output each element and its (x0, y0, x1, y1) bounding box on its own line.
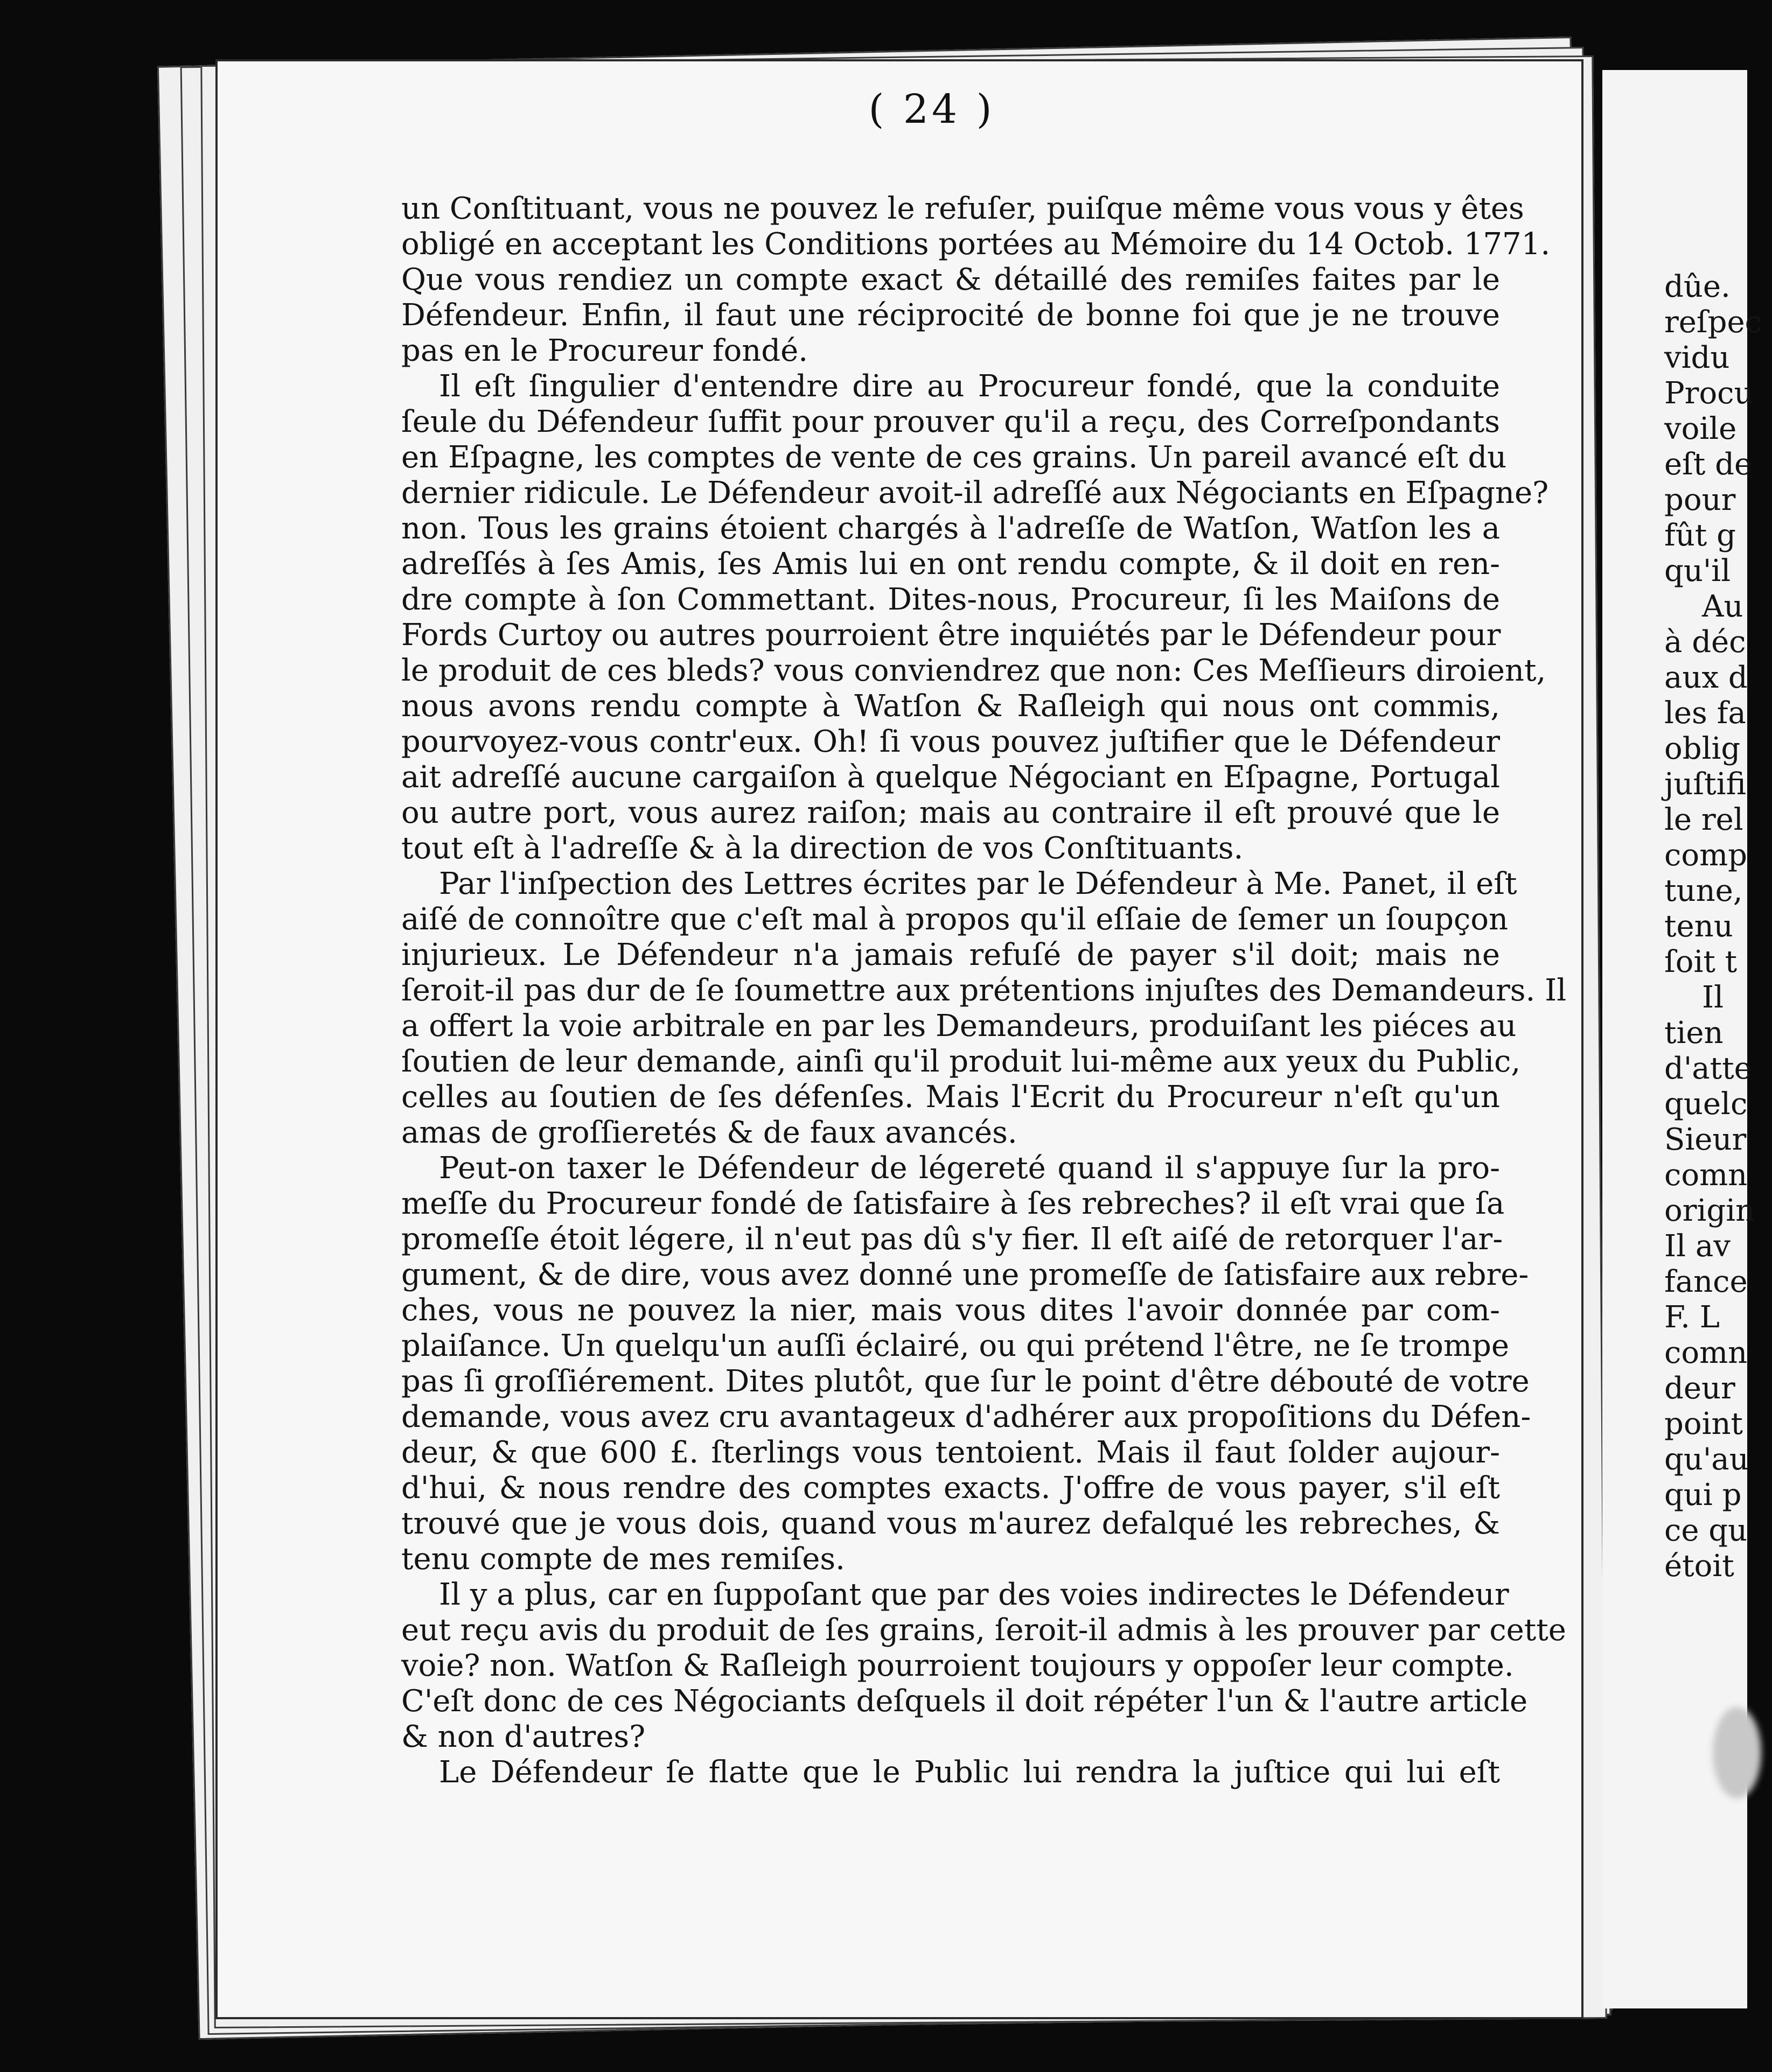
ink-blot (1713, 1707, 1761, 1798)
text-line: pas ſi groſſiérement. Dites plutôt, que ſur le point d'être débouté de votre (401, 1364, 1530, 1399)
text-line: promeſſe étoit légere, il n'eut pas dû s'y fier. Il eſt aiſé de retorquer l'ar- (401, 1222, 1503, 1257)
text-line: Sieur (1664, 1122, 1747, 1157)
text-line: tout eſt à l'adreſſe & à la direction de vos Conſtituants. (401, 831, 1244, 866)
text-line: dre compte à ſon Commettant. Dites-nous, Procureur, ſi les Maiſons de (401, 582, 1500, 617)
text-line: pour (1664, 482, 1736, 517)
text-line: Il av (1664, 1229, 1731, 1264)
text-line: amas de groſſieretés & de faux avancés. (401, 1115, 1017, 1150)
text-line: en Eſpagne, les comptes de vente de ces grains. Un pareil avancé eſt du (401, 440, 1507, 475)
text-line: les fa (1664, 696, 1746, 731)
text-line: Défendeur. Enfin, il faut une réciprocité de bonne foi que je ne trouve (401, 298, 1500, 333)
facing-page-text (1664, 269, 1772, 1584)
text-line: Peut-on taxer le Défendeur de légereté quand il s'appuye ſur la pro- (439, 1151, 1500, 1186)
text-line: plaiſance. Un quelqu'un auſſi éclairé, ou qui prétend l'être, ne ſe trompe (401, 1328, 1509, 1363)
text-line: le produit de ces bleds? vous conviendrez que non: Ces Meſſieurs diroient, (401, 653, 1546, 688)
text-line: ou autre port, vous aurez raiſon; mais au contraire il eſt prouvé que le (401, 795, 1500, 830)
text-line: origin (1664, 1193, 1755, 1228)
text-line: eſt de (1664, 447, 1753, 482)
text-line: qu'il (1664, 554, 1731, 589)
text-line: ſoutien de leur demande, ainſi qu'il produit lui-même aux yeux du Public, (401, 1044, 1521, 1079)
text-line: adreſſés à ſes Amis, ſes Amis lui en ont rendu compte, & il doit en ren- (401, 547, 1500, 582)
text-line: fût g (1664, 518, 1736, 553)
text-line: obligé en acceptant les Conditions portées au Mémoire du 14 Octob. 1771. (401, 227, 1551, 262)
text-line: qu'au (1664, 1442, 1749, 1477)
text-line: un Conſtituant, vous ne pouvez le refuſer, puiſque même vous vous y êtes (401, 191, 1524, 226)
text-line: aux d (1664, 660, 1748, 695)
text-line: ſoit t (1664, 944, 1738, 979)
text-line: Le Défendeur ſe flatte que le Public lui rendra la juſtice qui lui eſt (439, 1755, 1500, 1790)
text-line: Par l'inſpection des Lettres écrites par le Défendeur à Me. Panet, il eſt (439, 866, 1517, 901)
text-line: Il y a plus, car en ſuppoſant que par des voies indirectes le Défendeur (439, 1577, 1509, 1612)
page-number: ( 24 ) (868, 86, 995, 132)
text-line: comp (1664, 838, 1748, 873)
text-line: ſeule du Défendeur ſuffit pour prouver qu'il a reçu, des Correſpondants (401, 404, 1500, 439)
text-line: ait adreſſé aucune cargaiſon à quelque Négociant en Eſpagne, Portugal (401, 760, 1500, 795)
text-line: point (1664, 1406, 1743, 1441)
text-line: celles au ſoutien de ſes défenſes. Mais l'Ecrit du Procureur n'eſt qu'un (401, 1080, 1500, 1115)
text-line: Au (1702, 589, 1743, 624)
text-line: eut reçu avis du produit de ſes grains, ſeroit-il admis à les prouver par cette (401, 1613, 1566, 1648)
text-line: tenu (1664, 909, 1733, 944)
text-line: pourvoyez-vous contr'eux. Oh! ſi vous pouvez juſtifier que le Défendeur (401, 724, 1500, 759)
text-line: ſeroit-il pas dur de ſe ſoumettre aux prétentions injuſtes des Demandeurs. Il (401, 973, 1567, 1008)
text-line: Fords Curtoy ou autres pourroient être inquiétés par le Défendeur pour (401, 618, 1501, 653)
text-line: Procu (1664, 376, 1754, 411)
text-line: gument, & de dire, vous avez donné une promeſſe de ſatisfaire aux rebre- (401, 1257, 1529, 1292)
text-line: reſpec (1664, 305, 1762, 340)
text-line: tenu compte de mes remiſes. (401, 1542, 845, 1577)
text-line: C'eſt donc de ces Négociants deſquels il doit répéter l'un & l'autre article (401, 1684, 1528, 1719)
text-line: dernier ridicule. Le Défendeur avoit-il adreſſé aux Négociants en Eſpagne? (401, 475, 1549, 510)
text-line: pas en le Procureur fondé. (401, 333, 808, 368)
text-line: deur (1664, 1371, 1735, 1406)
text-line: ches, vous ne pouvez la nier, mais vous dites l'avoir donnée par com- (401, 1293, 1500, 1328)
text-line: d'atte (1664, 1051, 1752, 1086)
text-line: oblig (1664, 731, 1741, 766)
text-line: deur, & que 600 £. ſterlings vous tentoient. Mais il faut ſolder aujour- (401, 1435, 1500, 1470)
text-line: & non d'autres? (401, 1719, 646, 1754)
text-line: juſtifi (1664, 767, 1746, 802)
text-line: comn (1664, 1158, 1748, 1193)
text-line: Que vous rendiez un compte exact & détaillé des remiſes faites par le (401, 262, 1500, 297)
text-line: non. Tous les grains étoient chargés à l'adreſſe de Watſon, Watſon les a (401, 511, 1500, 546)
text-line: meſſe du Procureur fondé de ſatisfaire à ſes rebreches? il eſt vrai que ſa (401, 1186, 1505, 1221)
text-line: injurieux. Le Défendeur n'a jamais refuſé de payer s'il doit; mais ne (401, 937, 1500, 972)
text-line: voile (1664, 411, 1737, 446)
text-line: voie? non. Watſon & Raſleigh pourroient toujours y oppoſer leur compte. (401, 1648, 1514, 1683)
text-line: fance (1664, 1264, 1748, 1299)
text-line: nous avons rendu compte à Watſon & Raſleigh qui nous ont commis, (401, 689, 1500, 724)
text-line: tune, (1664, 873, 1743, 908)
text-line: quelc (1664, 1087, 1748, 1122)
text-line: ce qu (1664, 1513, 1748, 1548)
text-line: Il (1702, 980, 1724, 1015)
text-line: d'hui, & nous rendre des comptes exacts. J'offre de vous payer, s'il eſt (401, 1471, 1500, 1506)
text-line: dûe. (1664, 269, 1731, 304)
text-line: aiſé de connoître que c'eſt mal à propos qu'il eſſaie de ſemer un ſoupçon (401, 902, 1509, 937)
text-line: trouvé que je vous dois, quand vous m'aurez defalqué les rebreches, & (401, 1506, 1500, 1541)
text-line: comn (1664, 1335, 1748, 1370)
text-line: qui p (1664, 1478, 1742, 1513)
text-line: vidu (1664, 340, 1730, 375)
body-text (401, 191, 1567, 1790)
text-line: le rel (1664, 802, 1743, 837)
text-line: a offert la voie arbitrale en par les Demandeurs, produiſant les piéces au (401, 1009, 1517, 1044)
text-line: demande, vous avez cru avantageux d'adhérer aux propoſitions du Défen- (401, 1399, 1531, 1434)
text-line: F. L (1664, 1300, 1720, 1335)
text-line: Il eſt ſingulier d'entendre dire au Procureur fondé, que la conduite (439, 369, 1500, 404)
text-line: étoit (1664, 1549, 1734, 1584)
text-line: tien (1664, 1016, 1724, 1051)
text-line: à déc (1664, 625, 1746, 660)
